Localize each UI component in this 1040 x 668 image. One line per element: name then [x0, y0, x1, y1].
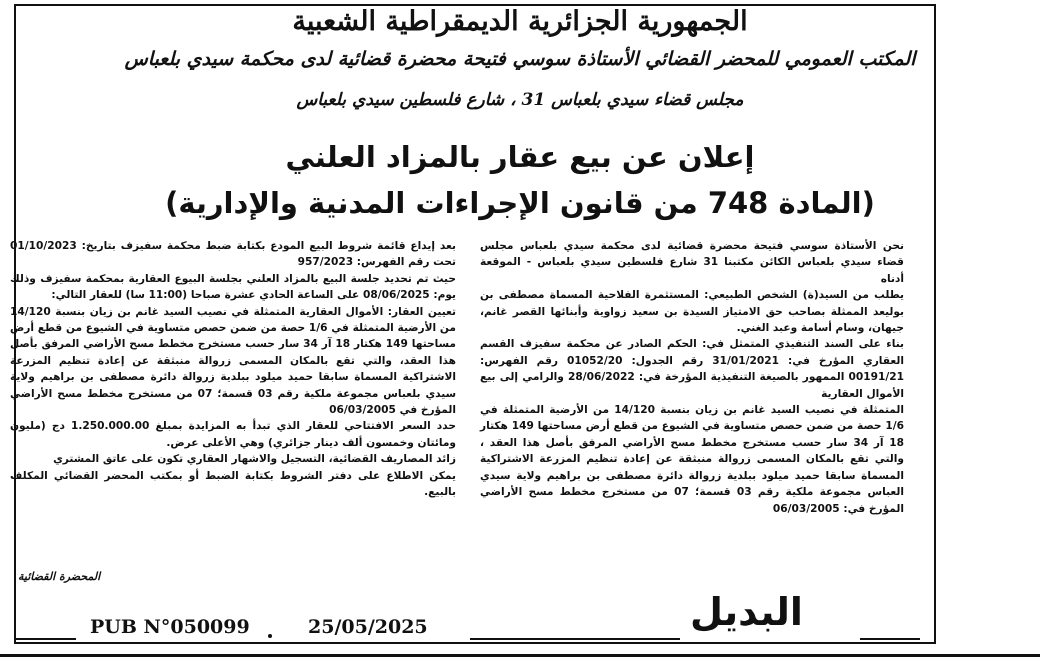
bailiff-signature: المحضرة القضائية — [18, 570, 101, 583]
republic-header: الجمهورية الجزائرية الديمقراطية الشعبية — [292, 6, 748, 37]
footer-rule — [16, 638, 76, 640]
paragraph: تعيين العقار: الأموال العقارية المتمثلة في نصيب السيد غانم بن زيان بنسبة 14/120 من الأرضية المتمثلة في 1/6 حصة من ضمن حصص متساوية في الشيوع من قطع أرض مساحتها 149 هكتار 18 آر 34 سار حسب مستخرج مخطط مسح الأراضي المرفق بأصل هذا العقد، والتي تقع بالمكان المسمى زروالة منبثقة عن إعادة تنظيم المزرعة الاشتراكية المسماة سابقا حميد ميلود ببلدية زروالة دائرة مصطفى بن براهيم ولاية سيدي بلعباس مجموعة ملكية رقم 03 قسمة؛ 07 من مستخرج مخطط مسح الأراضي المؤرخ في 06/03/2005 — [10, 305, 457, 417]
publication-date: 25/05/2025 — [308, 616, 428, 638]
separator-dot — [268, 634, 272, 638]
pub-number: PUB N°050099 — [90, 616, 250, 638]
paragraph: المتمثلة في نصيب السيد غانم بن زيان بنسبة 14/120 من الأرضية المتمثلة في 1/6 حصة من ضمن حصص متساوية في الشيوع من قطع أرض مساحتها 149 هكتار 18 آر 34 سار حسب مستخرج مخطط مسح الأراضي المرفق بأصل هذا العقد ، والتي تقع بالمكان المسمى زروالة منبثقة عن إعادة تنظيم المزرعة الاشتراكية المسماة سابقا حميد ميلود ببلدية زروالة دائرة مصطفى بن براهيم ولاية سيدي العباس مجموعة ملكية رقم 03 قسمة؛ 07 من مستخرج مخطط مسح الأراضي المؤرخ في: 06/03/2005 — [480, 404, 905, 515]
left-column — [10, 238, 456, 501]
footer-rule — [470, 638, 680, 640]
paragraph: بناء على السند التنفيذي المتمثل في: الحكم الصادر عن محكمة سفيزف القسم العقاري المؤرخ في: 31/01/2021 رقم الجدول: 01052/20 رقم الفهرس: 00191/21 الممهور بالصيغة التنفيذية المؤرخة في: 28/06/2022 والرامي إلى بيع الأموال العقارية — [480, 338, 904, 400]
footer-rule — [860, 638, 920, 640]
paragraph: زائد المصاريف القضائية، التسجيل والاشهار العقاري تكون على عاتق المشتري — [53, 453, 456, 466]
paragraph: بعد إيداع قائمة شروط البيع المودع بكتابة ضبط محكمة سفيزف بتاريخ: 01/10/2023 تحت رقم الفهرس: 957/2023 — [10, 240, 456, 269]
notice-subtitle: (المادة 748 من قانون الإجراءات المدنية والإدارية) — [165, 186, 875, 220]
address-header: مجلس قضاء سيدي بلعباس 31 ، شارع فلسطين سيدي بلعباس — [296, 90, 744, 110]
bottom-rule — [0, 654, 1040, 657]
paragraph: حيث تم تحديد جلسة البيع بالمزاد العلني بجلسة البيوع العقارية بمحكمة سفيزف وذلك يوم: 08/06/2025 على الساعة الحادي عشرة صباحا (11:00 سا) للعقار التالي: — [10, 272, 456, 302]
office-header: المكتب العمومي للمحضر القضائي الأستاذة سوسي فتيحة محضرة قضائية لدى محكمة سيدي بلعباس — [124, 48, 916, 70]
paragraph: حدد السعر الافتتاحي للعقار الذي تبدأ به المزايدة بمبلغ 1.250.000.00 دج (مليون ومائتان وخمسون ألف دينار جزائري) وهي الأعلى عرض. — [10, 420, 456, 449]
paragraph: نحن الأستاذة سوسي فتيحة محضرة قضائية لدى محكمة سيدي بلعباس مجلس قضاء سيدي بلعباس الكائن مكتبنا 31 شارع فلسطين سيدي بلعباس - الموقعة أدناه — [480, 240, 904, 285]
paragraph: يمكن الاطلاع على دفتر الشروط بكتابة الضبط أو بمكتب المحضر القضائي المكلف بالبيع. — [10, 469, 456, 499]
paragraph: يطلب من السيد(ة) الشخص الطبيعي: المستثمرة الفلاحية المسماة مصطفى بن بوليعد الممثلة بصاحب حق الامتياز السيدة بن سعيد زواوية وأبنائها القصر غانم، جيهان، وسام أسامة وعبد الغني. — [480, 289, 904, 335]
right-column — [480, 238, 904, 517]
notice-title: إعلان عن بيع عقار بالمزاد العلني — [285, 140, 755, 174]
badil-label: البديل — [690, 590, 803, 634]
